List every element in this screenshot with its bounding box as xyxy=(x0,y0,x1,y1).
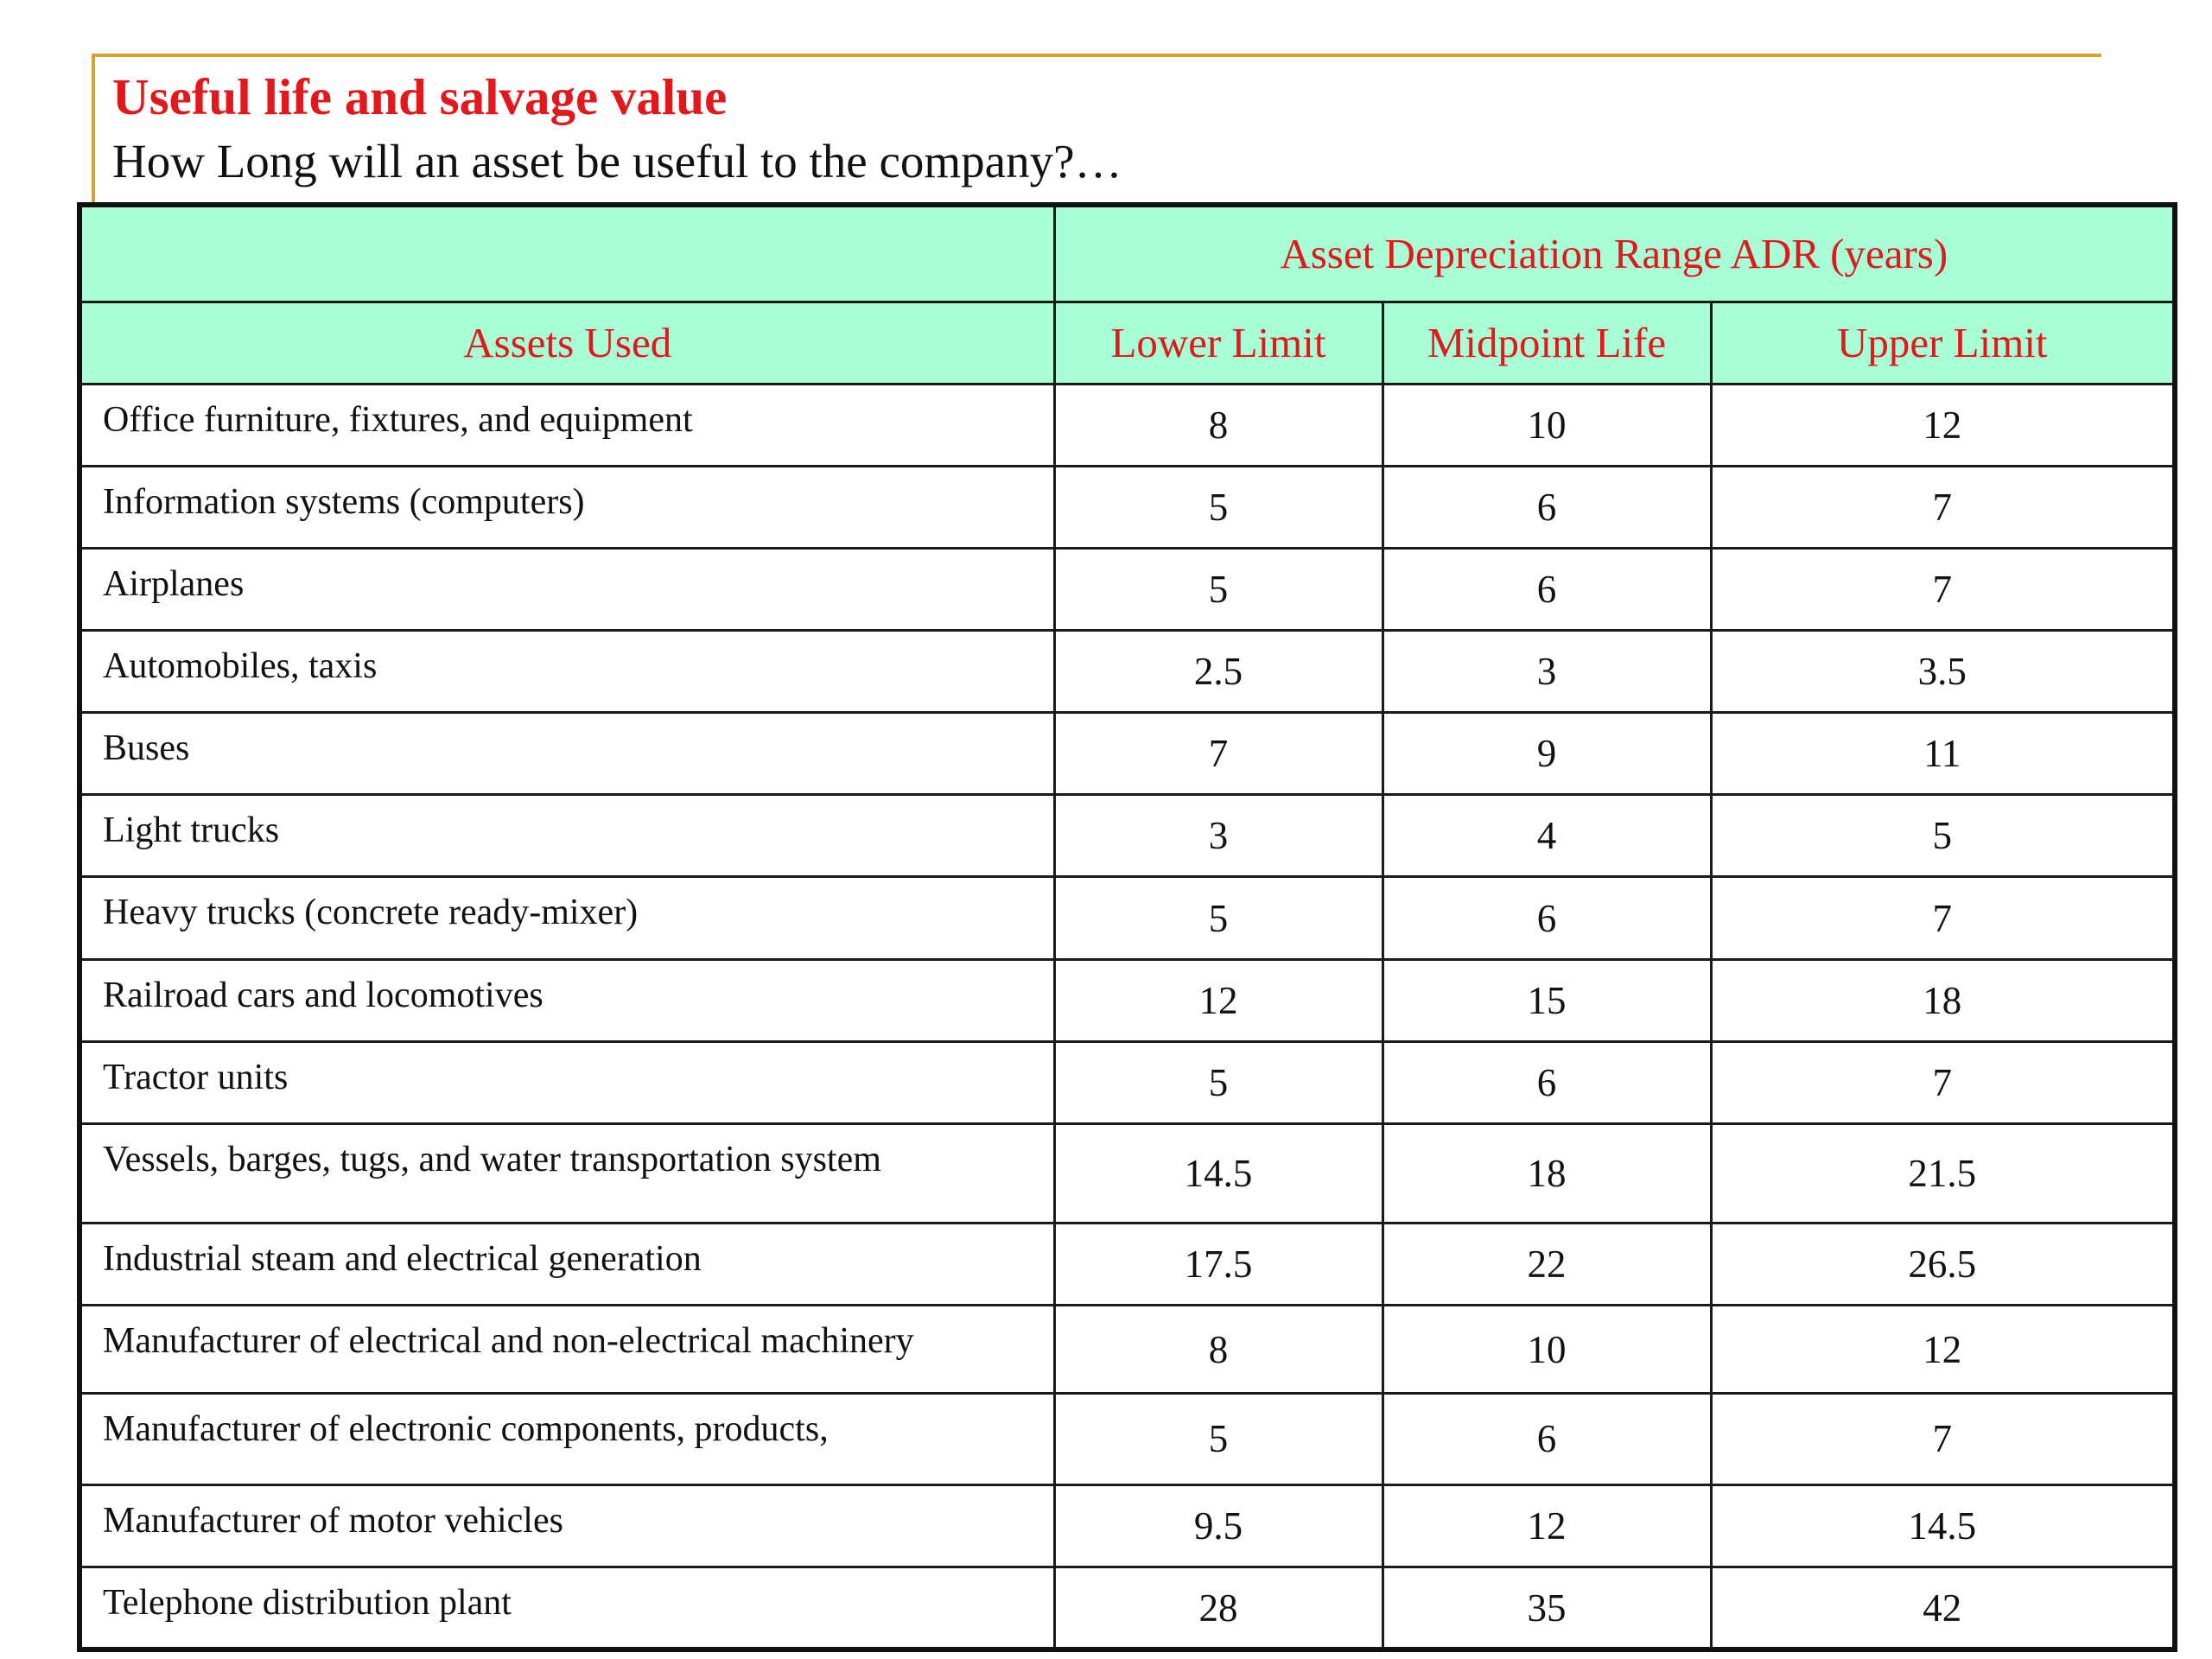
lower-limit-cell: 9.5 xyxy=(1054,1485,1382,1567)
lower-limit-cell: 8 xyxy=(1054,384,1382,466)
table-row xyxy=(79,1123,2175,1223)
adr-table xyxy=(77,202,2177,1652)
lower-limit-cell: 5 xyxy=(1054,1393,1382,1484)
lower-limit-cell: 3 xyxy=(1054,795,1382,877)
lower-limit-cell: 28 xyxy=(1054,1567,1382,1649)
asset-cell: Buses xyxy=(79,713,1054,795)
midpoint-life-cell: 6 xyxy=(1382,1393,1711,1484)
midpoint-life-cell: 4 xyxy=(1382,795,1711,877)
lower-limit-cell: 12 xyxy=(1054,959,1382,1041)
table-row xyxy=(79,959,2175,1041)
midpoint-life-cell: 6 xyxy=(1382,466,1711,548)
upper-limit-cell: 12 xyxy=(1711,1306,2175,1393)
column-header-assets: Assets Used xyxy=(79,302,1054,384)
lower-limit-cell: 5 xyxy=(1054,877,1382,959)
column-header-upper: Upper Limit xyxy=(1711,302,2175,384)
table-row xyxy=(79,1041,2175,1123)
midpoint-life-cell: 6 xyxy=(1382,548,1711,630)
asset-cell: Airplanes xyxy=(79,548,1054,630)
midpoint-life-cell: 22 xyxy=(1382,1224,1711,1306)
lower-limit-cell: 8 xyxy=(1054,1306,1382,1393)
table-row xyxy=(79,1567,2175,1649)
asset-cell: Manufacturer of electrical and non-electrical machinery xyxy=(79,1306,1054,1393)
group-header-adr: Asset Depreciation Range ADR (years) xyxy=(1054,205,2175,302)
lower-limit-cell: 5 xyxy=(1054,466,1382,548)
table-row xyxy=(79,1224,2175,1306)
lower-limit-cell: 2.5 xyxy=(1054,630,1382,712)
group-header-empty xyxy=(79,205,1054,302)
asset-cell: Office furniture, fixtures, and equipment xyxy=(79,384,1054,466)
asset-cell: Telephone distribution plant xyxy=(79,1567,1054,1649)
table-row xyxy=(79,1393,2175,1484)
asset-cell: Tractor units xyxy=(79,1041,1054,1123)
midpoint-life-cell: 6 xyxy=(1382,1041,1711,1123)
table-row xyxy=(79,1485,2175,1567)
table-row xyxy=(79,384,2175,466)
lower-limit-cell: 7 xyxy=(1054,713,1382,795)
upper-limit-cell: 26.5 xyxy=(1711,1224,2175,1306)
column-header-midpoint: Midpoint Life xyxy=(1382,302,1711,384)
lower-limit-cell: 5 xyxy=(1054,548,1382,630)
upper-limit-cell: 7 xyxy=(1711,1393,2175,1484)
midpoint-life-cell: 18 xyxy=(1382,1123,1711,1223)
group-header-row xyxy=(79,205,2175,302)
lower-limit-cell: 14.5 xyxy=(1054,1123,1382,1223)
asset-cell: Industrial steam and electrical generation xyxy=(79,1224,1054,1306)
slide-subtitle: How Long will an asset be useful to the company?… xyxy=(112,135,1122,188)
upper-limit-cell: 18 xyxy=(1711,959,2175,1041)
table-row xyxy=(79,548,2175,630)
upper-limit-cell: 3.5 xyxy=(1711,630,2175,712)
lower-limit-cell: 5 xyxy=(1054,1041,1382,1123)
midpoint-life-cell: 6 xyxy=(1382,877,1711,959)
upper-limit-cell: 7 xyxy=(1711,877,2175,959)
asset-cell: Vessels, barges, tugs, and water transportation system xyxy=(79,1123,1054,1223)
table-row xyxy=(79,1306,2175,1393)
table-row xyxy=(79,630,2175,712)
midpoint-life-cell: 10 xyxy=(1382,1306,1711,1393)
asset-cell: Automobiles, taxis xyxy=(79,630,1054,712)
lower-limit-cell: 17.5 xyxy=(1054,1224,1382,1306)
midpoint-life-cell: 3 xyxy=(1382,630,1711,712)
asset-cell: Heavy trucks (concrete ready-mixer) xyxy=(79,877,1054,959)
table-row xyxy=(79,466,2175,548)
midpoint-life-cell: 15 xyxy=(1382,959,1711,1041)
table-row xyxy=(79,877,2175,959)
slide-title: Useful life and salvage value xyxy=(112,68,728,125)
asset-cell: Manufacturer of electronic components, products, xyxy=(79,1393,1054,1484)
upper-limit-cell: 5 xyxy=(1711,795,2175,877)
asset-cell: Manufacturer of motor vehicles xyxy=(79,1485,1054,1567)
upper-limit-cell: 42 xyxy=(1711,1567,2175,1649)
midpoint-life-cell: 10 xyxy=(1382,384,1711,466)
upper-limit-cell: 12 xyxy=(1711,384,2175,466)
midpoint-life-cell: 9 xyxy=(1382,713,1711,795)
column-header-lower: Lower Limit xyxy=(1054,302,1382,384)
midpoint-life-cell: 35 xyxy=(1382,1567,1711,1649)
upper-limit-cell: 21.5 xyxy=(1711,1123,2175,1223)
title-block xyxy=(92,54,2101,204)
upper-limit-cell: 7 xyxy=(1711,548,2175,630)
asset-cell: Information systems (computers) xyxy=(79,466,1054,548)
table-row xyxy=(79,713,2175,795)
upper-limit-cell: 7 xyxy=(1711,1041,2175,1123)
asset-cell: Light trucks xyxy=(79,795,1054,877)
midpoint-life-cell: 12 xyxy=(1382,1485,1711,1567)
upper-limit-cell: 14.5 xyxy=(1711,1485,2175,1567)
upper-limit-cell: 7 xyxy=(1711,466,2175,548)
table-row xyxy=(79,795,2175,877)
column-header-row xyxy=(79,302,2175,384)
upper-limit-cell: 11 xyxy=(1711,713,2175,795)
asset-cell: Railroad cars and locomotives xyxy=(79,959,1054,1041)
